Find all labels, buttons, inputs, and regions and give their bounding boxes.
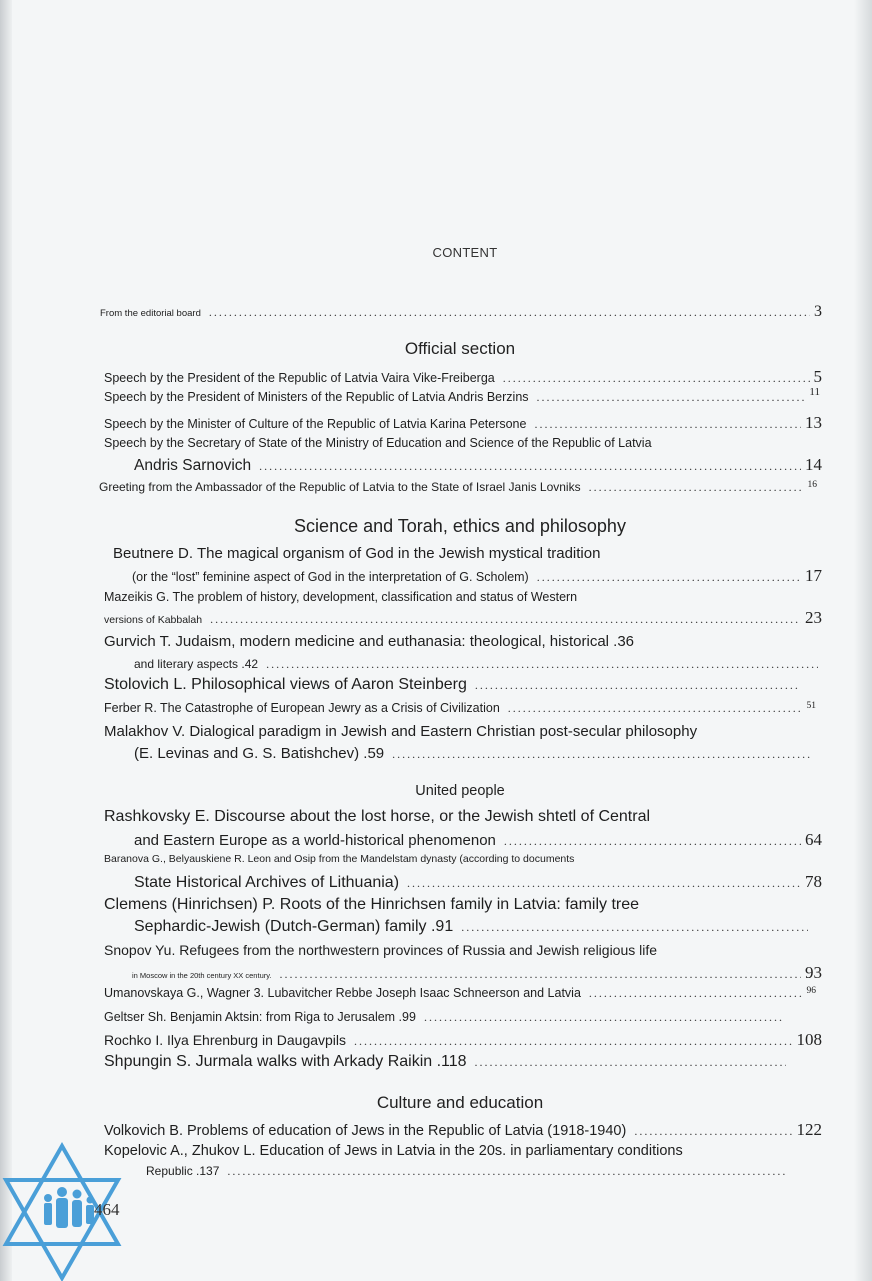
toc-entry[interactable]: Shpungin S. Jurmala walks with Arkady Raikin .118 ..... [104,1053,790,1075]
dot-leader [461,920,808,935]
page-edge-left [0,0,12,1281]
page-title: CONTENT [432,245,498,260]
dot-leader [392,747,810,762]
dot-leader [227,1164,788,1179]
section-heading-culture: Culture and education [376,1093,544,1112]
toc-entry[interactable]: Sephardic-Jewish (Dutch-German) family .91 ..... [134,918,812,940]
toc-entry[interactable]: Speech by the President of Ministers of the Republic of Latvia Andris Berzins ..... 11 [104,390,820,412]
section-heading-science: Science and Torah, ethics and philosophy [294,516,626,536]
toc-entry[interactable]: Ferber R. The Catastrophe of European Jewry as a Crisis of Civilization ..... 51 [104,701,816,723]
dot-leader [424,1010,784,1025]
dot-leader [266,657,818,672]
dot-leader [537,570,801,585]
toc-entry[interactable]: Andris Sarnovich ..... 14 [134,455,822,477]
toc-entry[interactable]: Volkovich B. Problems of education of Jews in the Republic of Latvia (1918-1940) ..... 122 [104,1120,822,1142]
dot-leader [589,986,803,1001]
dot-leader [280,967,801,982]
toc-entry-line[interactable]: Mazeikis G. The problem of history, development, classification and status of Western [104,590,578,604]
dot-leader [475,1055,786,1070]
dot-leader [537,390,806,405]
dot-leader [210,612,801,627]
dot-leader [407,876,801,891]
toc-entry-line[interactable]: Snopov Yu. Refugees from the northwestern provinces of Russia and Jewish religious life [104,942,658,958]
dot-leader [475,678,800,693]
dot-leader [259,459,801,474]
toc-entry-line[interactable]: Kopelovic A., Zhukov L. Education of Jews in Latvia in the 20s. in parliamentary conditions [104,1143,683,1159]
toc-entry[interactable]: State Historical Archives of Lithuania) ..... 78 [134,872,822,894]
toc-entry[interactable]: Speech by the President of the Republic of Latvia Vaira Vike-Freiberga ..... 5 [104,367,822,389]
dot-leader [503,371,810,386]
dot-leader [534,417,801,432]
toc-entry[interactable]: Stolovich L. Philosophical views of Aaron Steinberg ..... [104,676,804,698]
dot-leader [209,305,810,320]
toc-entry-line[interactable]: Baranova G., Belyauskiene R. Leon and Osip from the Mandelstam dynasty (according to documents [104,853,575,865]
toc-entry[interactable]: Republic .137 ..... [146,1164,792,1186]
dot-leader [589,480,804,495]
dot-leader [508,701,803,716]
toc-entry[interactable]: Geltser Sh. Benjamin Aktsin: from Riga to Jerusalem .99 ..... [104,1010,788,1032]
toc-entry-line[interactable]: Rashkovsky E. Discourse about the lost horse, or the Jewish shtetl of Central [104,808,651,825]
page-number: 464 [94,1200,120,1219]
toc-entry-line[interactable]: Malakhov V. Dialogical paradigm in Jewish and Eastern Christian post-secular philosophy [104,723,698,740]
toc-entry[interactable]: and Eastern Europe as a world-historical phenomenon ..... 64 [134,830,822,852]
toc-entry-line[interactable]: Clemens (Hinrichsen) P. Roots of the Hinrichsen family in Latvia: family tree [104,896,640,913]
toc-entry-editorial[interactable]: From the editorial board ..... 3 [100,303,822,325]
toc-entry[interactable]: Umanovskaya G., Wagner 3. Lubavitcher Rebbe Joseph Isaac Schneerson and Latvia ..... 96 [104,986,816,1008]
toc-entry[interactable]: Speech by the Minister of Culture of the Republic of Latvia Karina Petersone ..... 13 [104,413,822,435]
toc-entry[interactable]: versions of Kabbalah ..... 23 [104,608,822,630]
toc-entry[interactable]: in Moscow in the 20th century XX century. ..... 93 [132,963,822,985]
section-heading-united: United people [415,783,505,799]
dot-leader [504,834,801,849]
toc-entry[interactable]: (or the “lost” feminine aspect of God in the interpretation of G. Scholem) ..... 17 [132,566,822,588]
toc-entry[interactable]: (E. Levinas and G. S. Batishchev) .59 ..... [134,745,814,767]
page-edge-right [854,0,872,1281]
dot-leader [354,1034,792,1049]
toc-entry[interactable]: Rochko I. Ilya Ehrenburg in Daugavpils ..... 108 [104,1030,822,1052]
toc-entry-line[interactable]: Speech by the Secretary of State of the Ministry of Education and Science of the Republic of Latvia [104,436,652,450]
dot-leader [634,1124,792,1139]
toc-entry[interactable]: and literary aspects .42 ..... [134,657,822,679]
toc-entry[interactable]: Greeting from the Ambassador of the Republic of Latvia to the State of Israel Janis Lovniks ..... 16 [99,480,817,502]
section-heading-official: Official section [404,339,516,358]
toc-entry-line[interactable]: Beutnere D. The magical organism of God in the Jewish mystical tradition [113,545,601,562]
toc-entry-line[interactable]: Gurvich T. Judaism, modern medicine and euthanasia: theological, historical .36 [104,633,635,650]
